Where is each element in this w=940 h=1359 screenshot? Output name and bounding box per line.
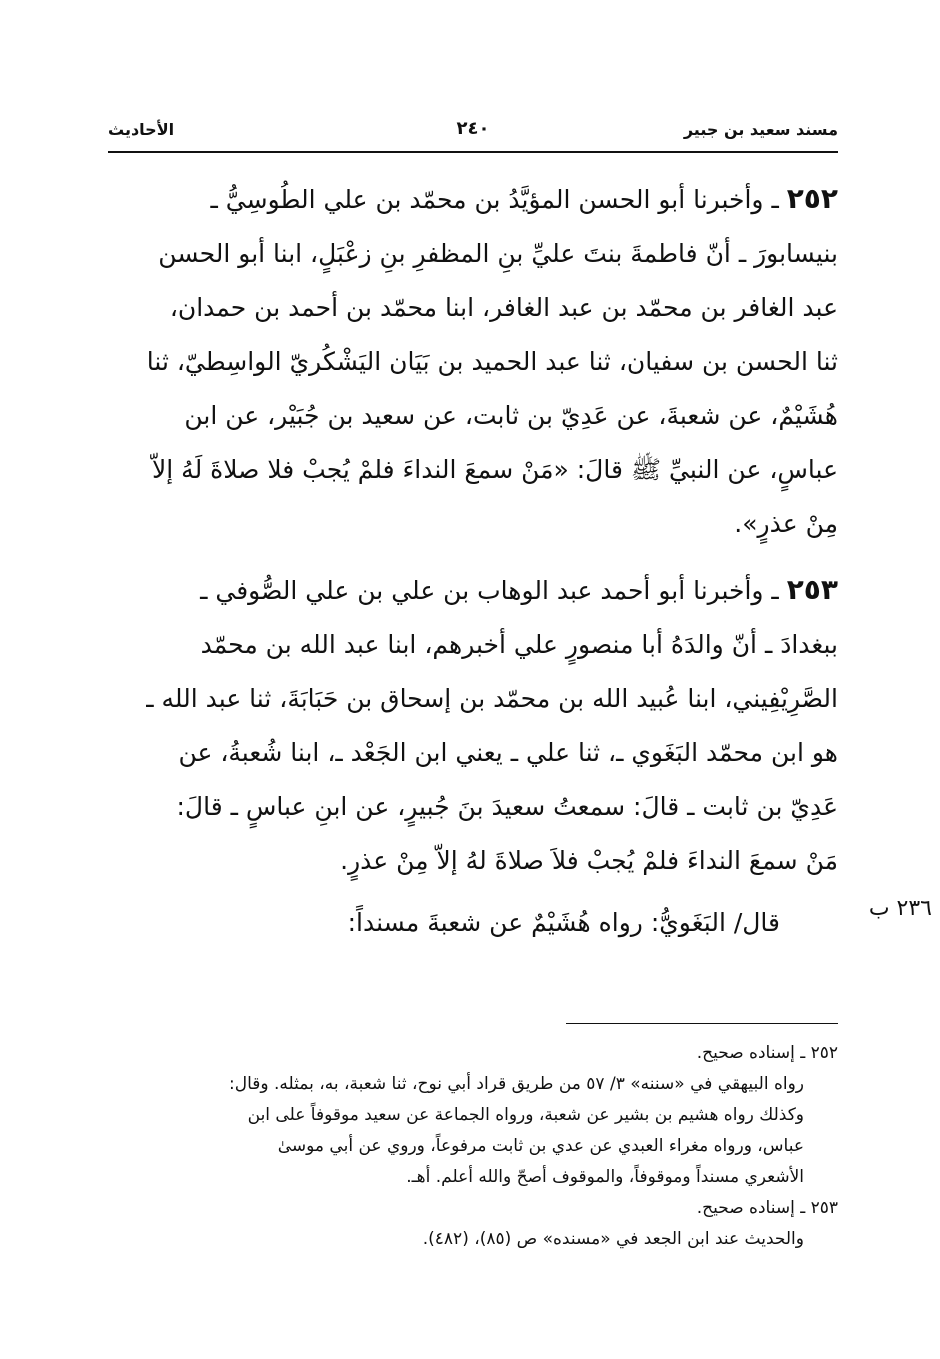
footnote-line: رواه البيهقي في «سننه» ٣/ ٥٧ من طريق قراد أبي نوح، ثنا شعبة، به، بمثله. وقال: xyxy=(229,1074,804,1094)
footnotes xyxy=(100,1038,838,1255)
text-line: مَنْ سمعَ النداءَ فلمْ يُجبْ فلاَ صلاةَ لهُ إلاّ مِنْ عذرٍ. xyxy=(340,846,838,875)
footnote-line: الأشعري مسنداً وموقوفاً، والموقوف أصحّ والله أعلم. أهـ. xyxy=(406,1167,804,1187)
text-line: ٢٥٢ ـ وأخبرنا أبو الحسن المؤيَّدُ بن محمّد بن علي الطُوسِيُّ ـ xyxy=(210,182,838,215)
header-rule xyxy=(108,151,838,153)
footnote-line: والحديث عند ابن الجعد في «مسنده» ص (٨٥)، (٤٨٢). xyxy=(422,1229,804,1249)
footnote-rule xyxy=(566,1023,838,1024)
manuscript-folio-note: ٢٣٦ ب xyxy=(868,896,932,921)
text-line: ثنا الحسن بن سفيان، ثنا عبد الحميد بن بَيَان اليَشْكُريّ الواسِطيّ، ثنا xyxy=(146,347,838,376)
hadith-number: ٢٥٢ xyxy=(786,182,838,215)
footnote-line: ٢٥٣ ـ إسناده صحيح. xyxy=(696,1198,838,1218)
text-line: هُشَيْمٌ، عن شعبةَ، عن عَدِيّ بن ثابت، عن سعيد بن جُبَيْر، عن ابن xyxy=(184,401,838,430)
footnote-line: عباس، ورواه مغراء العبدي عن عدي بن ثابت مرفوعاً، وروي عن أبي موسىٰ xyxy=(277,1136,804,1156)
hadith-252 xyxy=(108,172,838,551)
text-line: مِنْ عذرٍ». xyxy=(734,509,838,538)
page-number: ٢٤٠ xyxy=(456,118,490,139)
text-line: ٢٥٣ ـ وأخبرنا أبو أحمد عبد الوهاب بن علي بن علي الصُّوفي ـ xyxy=(200,573,838,606)
text-line: الصَّرِيْفِيني، ابنا عُبيد الله بن محمّد بن إسحاق بن حَبَابَةَ، ثنا عبد الله ـ xyxy=(146,684,838,713)
section-title: الأحاديث xyxy=(108,120,175,139)
text-line: بنيسابورَ ـ أنّ فاطمةَ بنتَ عليِّ بنِ المظفرِ بنِ زعْبَلٍ، ابنا أبو الحسن xyxy=(158,239,838,268)
text-line: ببغدادَ ـ أنّ والدَهُ أبا منصورٍ علي أخبرهم، ابنا عبد الله بن محمّد xyxy=(200,630,838,659)
hadith-number: ٢٥٣ xyxy=(786,573,838,606)
text-line: عبد الغافر بن محمّد بن عبد الغافر، ابنا محمّد بن أحمد بن حمدان، xyxy=(169,293,838,322)
text-line: هو ابن محمّد البَغَوي ـ، ثنا علي ـ يعني ابن الجَعْد ـ، ابنا شُعبةُ، عن xyxy=(178,738,838,767)
book-title: مسند سعيد بن جبير xyxy=(683,120,838,139)
footnote-line: وكذلك رواه هشيم بن بشير عن شعبة، ورواه الجماعة عن سعيد موقوفاً على ابن xyxy=(247,1105,804,1125)
running-header xyxy=(108,116,838,150)
closing-line: قال/ البَغَويُّ: رواه هُشَيْمٌ عن شعبةَ مسنداً: xyxy=(347,908,780,937)
text-line: عباسٍ، عن النبيِّ ﷺ قالَ: «مَنْ سمعَ النداءَ فلمْ يُجبْ فلا صلاةَ لَهُ إلاّ xyxy=(152,455,838,484)
text-line: عَدِيّ بن ثابت ـ قالَ: سمعتُ سعيدَ بنَ جُبيرٍ، عن ابنِ عباسٍ ـ قالَ: xyxy=(176,792,838,821)
hadith-253 xyxy=(108,563,838,950)
footnote-line: ٢٥٢ ـ إسناده صحيح. xyxy=(696,1043,838,1063)
main-text xyxy=(108,172,838,950)
